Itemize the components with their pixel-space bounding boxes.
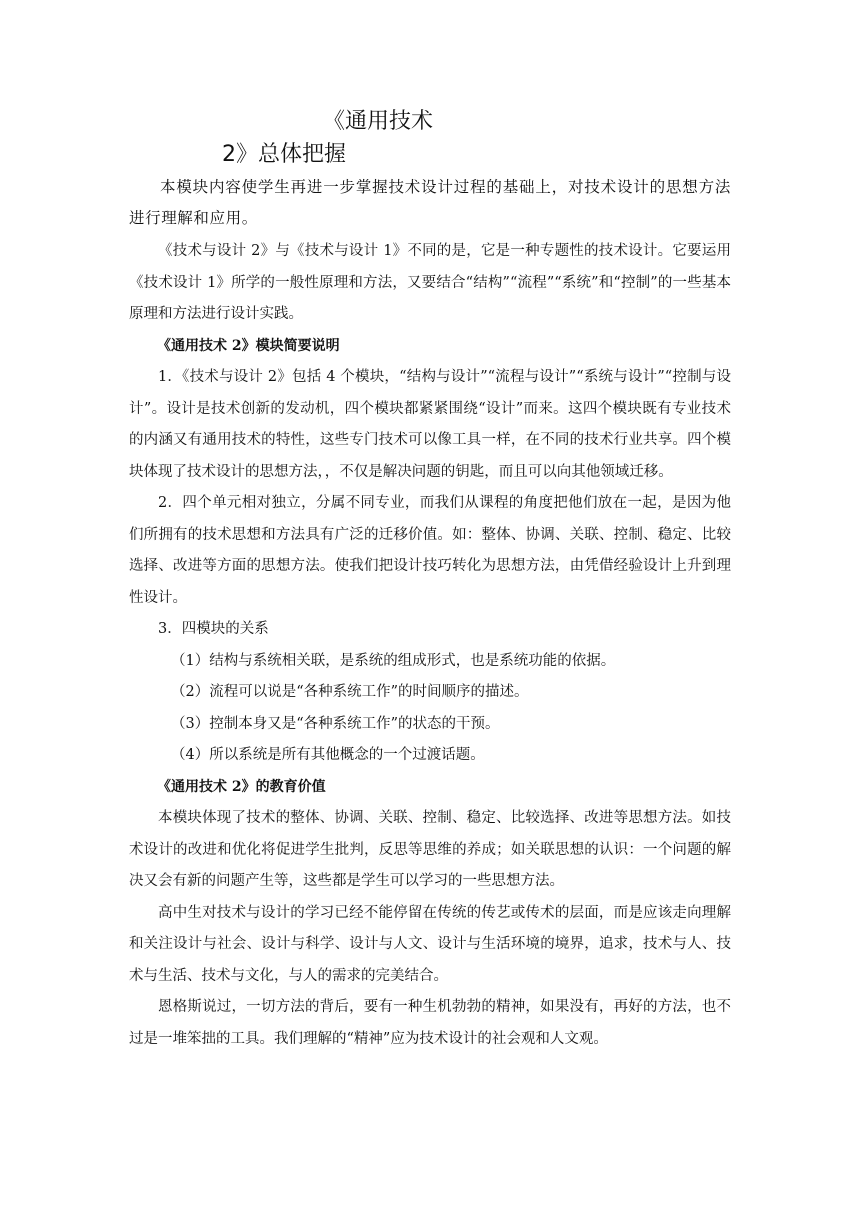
section-heading: 《通用技术 2》模块简要说明 xyxy=(157,337,340,354)
section-heading: 《通用技术 2》的教育价值 xyxy=(157,778,326,795)
body-paragraph: 2．四个单元相对独立，分属不同专业，而我们从课程的角度把他们放在一起，是因为他们所拥有的技术思想和方法具有广泛的迁移价值。如：整体、协调、关联、控制、稳定、比较选择、改进等方面的思想方法。使我们把设计技巧转化为思想方法，由凭借经验设计上升到理性设计。 xyxy=(129,495,731,606)
body-paragraph: 3．四模块的关系 xyxy=(158,621,269,637)
body-paragraph: 本模块体现了技术的整体、协调、关联、控制、稳定、比较选择、改进等思想方法。如技术设计的改进和优化将促进学生批判，反思等思维的养成；如关联思想的认识：一个问题的解决又会有新的问题产生等，这些都是学生可以学习的一些思想方法。 xyxy=(129,810,731,889)
body-paragraph: 《技术与设计 2》与《技术与设计 1》不同的是，它是一种专题性的技术设计。它要运用《技术设计 1》所学的一般性原理和方法，又要结合“结构”“流程”“系统”和“控制”的一些基本原理和方法进行设计实践。 xyxy=(129,243,731,322)
list-item: （3）控制本身又是“各种系统工作”的状态的干预。 xyxy=(171,715,500,732)
body-paragraph: 1．《技术与设计 2》包括 4 个模块，“结构与设计”“流程与设计”“系统与设计”“控制与设计”。设计是技术创新的发动机，四个模块都紧紧围绕“设计”而来。这四个模块既有专业技术的内涵又有通用技术的特性，这些专门技术可以像工具一样，在不同的技术行业共享。四个模块体现了技术设计的思想方法，，不仅是解决问题的钥匙，而且可以向其他领域迁移。 xyxy=(129,369,731,480)
document-title-line-2: 2》总体把握 xyxy=(222,142,346,167)
list-item: （2）流程可以说是“各种系统工作”的时间顺序的描述。 xyxy=(171,684,529,700)
document-title-line-1: 《通用技术 xyxy=(323,109,434,134)
list-item: （4）所以系统是所有其他概念的一个过渡话题。 xyxy=(171,747,485,763)
body-paragraph: 高中生对技术与设计的学习已经不能停留在传统的传艺或传术的层面，而是应该走向理解和关注设计与社会、设计与科学、设计与人文、设计与生活环境的境界，追求，技术与人、技术与生活、技术与文化，与人的需求的完美结合。 xyxy=(129,904,731,984)
list-item: （1）结构与系统相关联，是系统的组成形式，也是系统功能的依据。 xyxy=(171,652,616,669)
intro-paragraph: 本模块内容使学生再进一步掌握技术设计过程的基础上，对技术设计的思想方法进行理解和应用。 xyxy=(129,178,731,227)
document-body xyxy=(129,172,731,1055)
body-paragraph: 恩格斯说过，一切方法的背后，要有一种生机勃勃的精神，如果没有，再好的方法，也不过是一堆笨拙的工具。我们理解的“精神”应为技术设计的社会观和人文观。 xyxy=(129,999,731,1047)
